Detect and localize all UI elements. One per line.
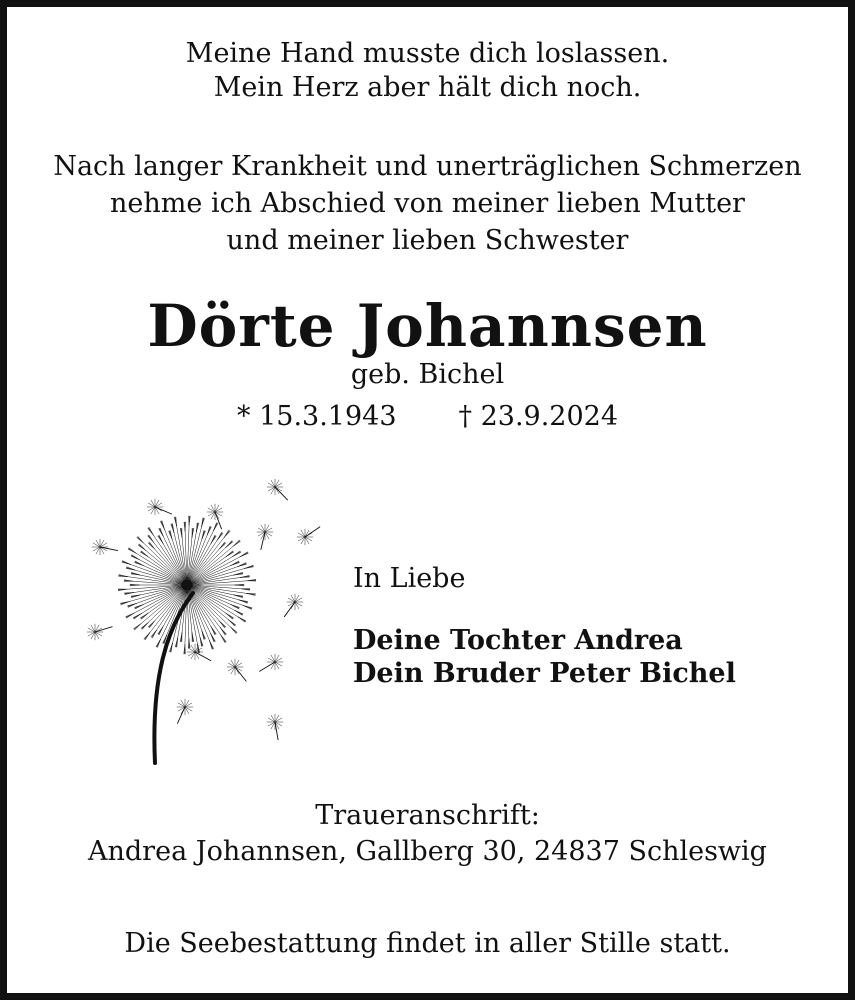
address-value: Andrea Johannsen, Gallberg 30, 24837 Schleswig — [88, 836, 767, 867]
dandelion-icon — [75, 467, 325, 767]
intro-line-1: Nach langer Krankheit und unerträglichen Schmerzen — [53, 151, 802, 182]
footer-note: Die Seebestattung findet in aller Stille statt. — [124, 928, 731, 959]
verse-line-1: Meine Hand musste dich loslassen. — [185, 38, 670, 69]
life-dates — [7, 401, 848, 433]
birth-date: * 15.3.1943 — [237, 401, 397, 432]
death-date: † 23.9.2024 — [458, 401, 618, 432]
greeting: In Liebe — [353, 563, 466, 594]
verse-line-2: Mein Herz aber hält dich noch. — [213, 72, 642, 103]
maiden-name: geb. Bichel — [350, 359, 505, 390]
address-label: Traueranschrift: — [315, 800, 540, 831]
mourner-2: Dein Bruder Peter Bichel — [353, 658, 736, 689]
mourner-1: Deine Tochter Andrea — [353, 625, 683, 656]
deceased-name: Dörte Johannsen — [147, 292, 708, 360]
intro-line-3: und meiner lieben Schwester — [226, 225, 629, 256]
intro-line-2: nehme ich Abschied von meiner lieben Mutter — [110, 188, 745, 219]
